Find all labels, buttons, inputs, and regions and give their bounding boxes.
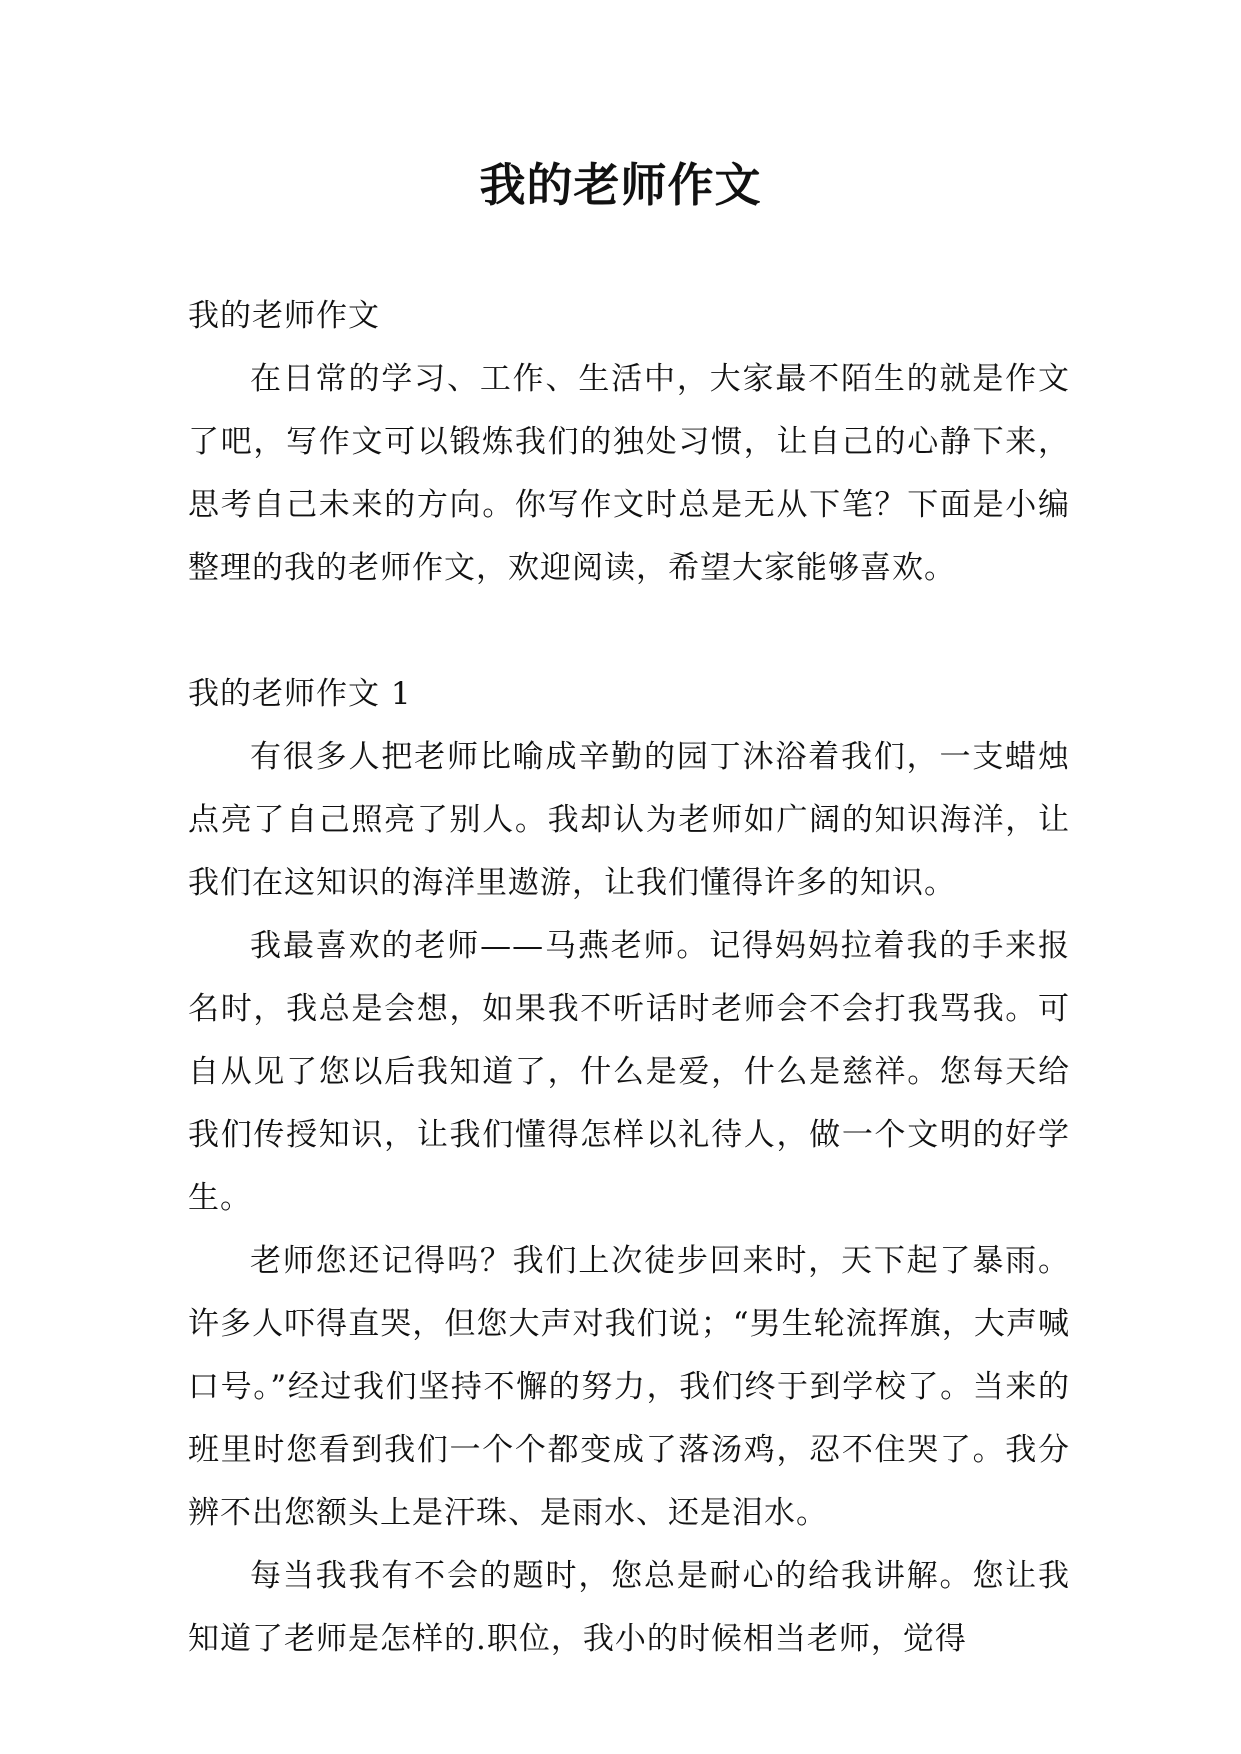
section-spacer xyxy=(188,600,1070,663)
essay-paragraph: 我最喜欢的老师——马燕老师。记得妈妈拉着我的手来报名时，我总是会想，如果我不听话时老师会不会打我骂我。可自从见了您以后我知道了，什么是爱，什么是慈祥。您每天给我们传授知识，让我们懂得怎样以礼待人，做一个文明的好学生。 xyxy=(188,928,1070,1216)
essay-heading: 我的老师作文 1 xyxy=(188,676,412,712)
document-body xyxy=(188,285,1070,1671)
intro-paragraph: 在日常的学习、工作、生活中，大家最不陌生的就是作文了吧，写作文可以锻炼我们的独处习惯，让自己的心静下来，思考自己未来的方向。你写作文时总是无从下笔？下面是小编整理的我的老师作文，欢迎阅读，希望大家能够喜欢。 xyxy=(188,361,1070,586)
essay-paragraph: 每当我我有不会的题时，您总是耐心的给我讲解。您让我知道了老师是怎样的.职位，我小的时候相当老师，觉得 xyxy=(188,1558,1070,1657)
essay-paragraph: 有很多人把老师比喻成辛勤的园丁沐浴着我们，一支蜡烛点亮了自己照亮了别人。我却认为老师如广阔的知识海洋，让我们在这知识的海洋里遨游，让我们懂得许多的知识。 xyxy=(188,739,1070,901)
document-title: 我的老师作文 xyxy=(479,158,762,212)
essay-paragraph: 老师您还记得吗？我们上次徒步回来时，天下起了暴雨。许多人吓得直哭，但您大声对我们说；“男生轮流挥旗，大声喊口号。”经过我们坚持不懈的努力，我们终于到学校了。当来的班里时您看到我们一个个都变成了落汤鸡，忍不住哭了。我分辨不出您额头上是汗珠、是雨水、还是泪水。 xyxy=(188,1243,1070,1531)
intro-heading: 我的老师作文 xyxy=(188,298,380,334)
